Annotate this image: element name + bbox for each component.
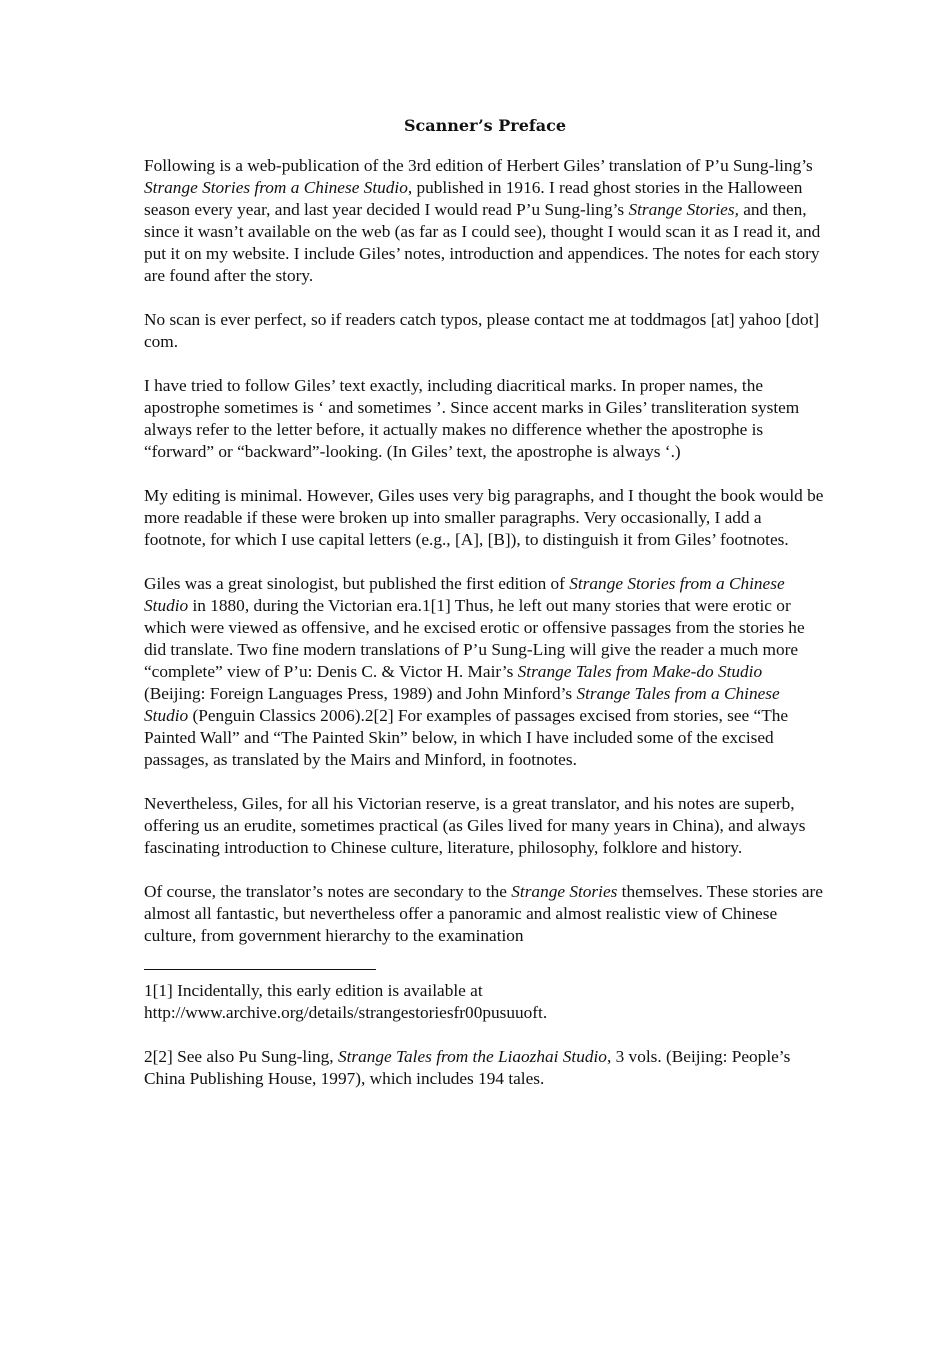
paragraph: [144, 573, 824, 771]
paragraph: [144, 881, 824, 947]
paragraph: [144, 793, 824, 859]
italic-title-text: Strange Tales from Make-do Studio: [517, 662, 763, 681]
italic-title-text: Strange Stories from a Chinese Studio: [144, 574, 785, 615]
document-page: [144, 116, 824, 1112]
italic-title-text: Strange Stories,: [628, 200, 739, 219]
text-run: , 3 vols. (Beijing: People’s China Publishing House, 1997), which includes 194 tales.: [144, 1047, 791, 1088]
text-run: My editing is minimal. However, Giles uses very big paragraphs, and I thought the book would be more readable if these were broken up into smaller paragraphs. Very occasionally, I add a footnote, for which I use capital letters (e.g., [A], [B]), to distinguish it from Giles’ footnotes.: [144, 486, 824, 549]
footnote: [144, 1046, 824, 1090]
text-run: (Penguin Classics 2006).2[2] For examples of passages excised from stories, see “The Painted Wall” and “The Painted Skin” below, in which I have included some of the excised passages, as translated by the Mairs and Minford, in footnotes.: [144, 706, 789, 769]
text-run: Following is a web-publication of the 3rd edition of Herbert Giles’ translation of P’u Sung-ling’s: [144, 156, 813, 175]
paragraph: [144, 375, 824, 463]
text-run: and then, since it wasn’t available on the web (as far as I could see), thought I would scan it as I read it, and put it on my website. I include Giles’ notes, introduction and appendices. The notes for each story are found after the story.: [144, 200, 821, 285]
text-run: (Beijing: Foreign Languages Press, 1989) and John Minford’s: [144, 684, 577, 703]
italic-title-text: Strange Stories: [511, 882, 618, 901]
text-run: Of course, the translator’s notes are secondary to the: [144, 882, 512, 901]
text-run: 2[2] See also Pu Sung-ling,: [144, 1047, 338, 1066]
text-run: themselves. These stories are almost all fantastic, but nevertheless offer a panoramic and almost realistic view of Chinese culture, from government hierarchy to the examination: [144, 882, 823, 945]
page-title: Scanner’s Preface: [403, 116, 567, 135]
body-text: [144, 155, 824, 947]
paragraph: [144, 485, 824, 551]
text-run: , published in 1916. I read ghost stories in the Halloween season every year, and last year decided I would read P’u Sung-ling’s: [144, 178, 803, 219]
text-run: No scan is ever perfect, so if readers catch typos, please contact me at toddmagos [at] yahoo [dot] com.: [144, 310, 820, 351]
paragraph: [144, 155, 824, 287]
text-run: I have tried to follow Giles’ text exactly, including diacritical marks. In proper names, the apostrophe sometimes is ‘ and sometimes ’. Since accent marks in Giles’ transliteration system always refer to the letter before, it actually makes no difference whether the apostrophe is “forward” or “backward”-looking. (In Giles’ text, the apostrophe is always ‘.): [144, 376, 800, 461]
text-run: 1[1] Incidentally, this early edition is available at http://www.archive.org/details/strangestoriesfr00pusuuoft.: [144, 981, 548, 1022]
italic-title-text: Strange Tales from the Liaozhai Studio: [337, 1047, 607, 1066]
text-run: Giles was a great sinologist, but published the first edition of: [144, 574, 570, 593]
footnote-divider: [144, 969, 376, 970]
paragraph: [144, 309, 824, 353]
italic-title-text: Strange Tales from a Chinese Studio: [144, 684, 780, 725]
italic-title-text: Strange Stories from a Chinese Studio: [144, 178, 408, 197]
text-run: Nevertheless, Giles, for all his Victorian reserve, is a great translator, and his notes are superb, offering us an erudite, sometimes practical (as Giles lived for many years in China), and always fascinating introduction to Chinese culture, literature, philosophy, folklore and history.: [144, 794, 806, 857]
text-run: in 1880, during the Victorian era.1[1] Thus, he left out many stories that were erotic or which were viewed as offensive, and he excised erotic or offensive passages from the stories he did translate. Two fine modern translations of P’u Sung-Ling will give the reader a much more “complete” view of P’u: Denis C. & Victor H. Mair’s: [144, 596, 805, 681]
footnotes: [144, 980, 824, 1090]
footnote: [144, 980, 824, 1024]
